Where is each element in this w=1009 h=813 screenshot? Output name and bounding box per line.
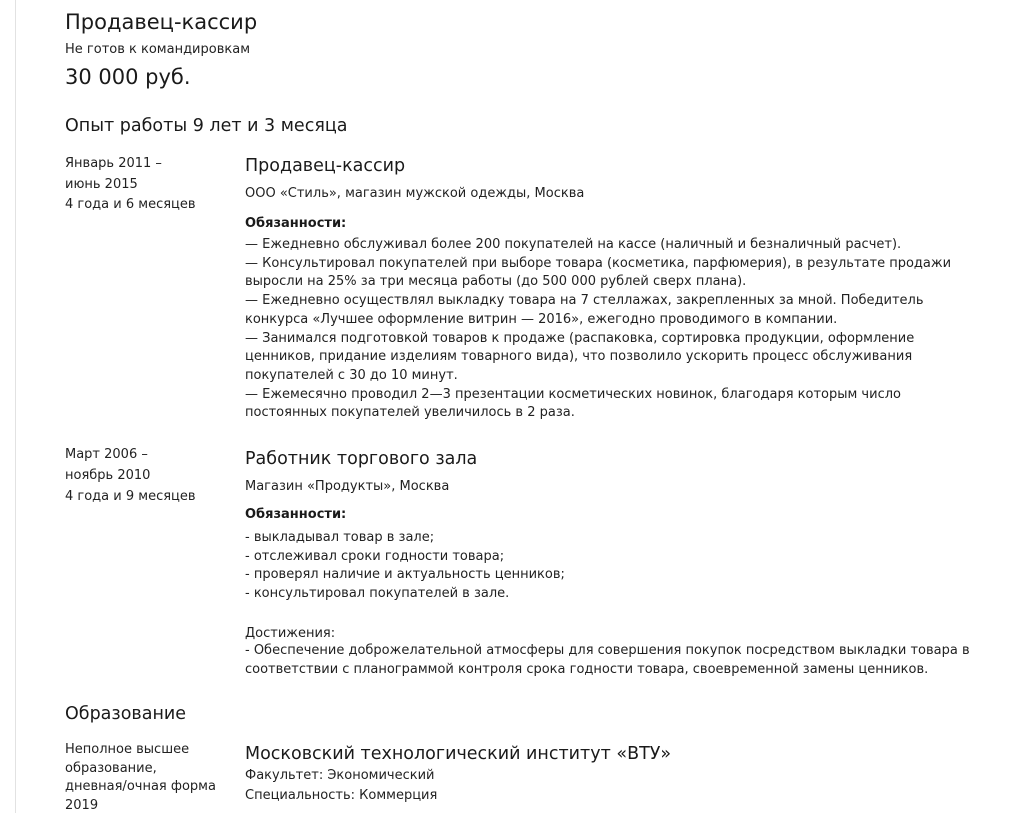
responsibility-line: постоянных покупателей увеличилось в 2 раза.	[245, 405, 575, 421]
responsibility-line: - консультировал покупателей в зале.	[245, 586, 510, 602]
job-2-position: Работник торгового зала	[245, 449, 478, 469]
experience-heading: Опыт работы 9 лет и 3 месяца	[65, 116, 348, 136]
job-2-dates	[65, 444, 150, 486]
responsibility-line: — Консультировал покупателей при выборе товара (косметика, парфюмерия), в результате продажи	[245, 255, 952, 271]
job-1-date-start: Январь 2011 –	[65, 156, 162, 171]
job-2-date-start: Март 2006 –	[65, 447, 148, 462]
responsibility-line: - проверял наличие и актуальность ценников;	[245, 567, 565, 583]
job-1-position: Продавец-кассир	[245, 156, 406, 176]
job-2-responsibilities-heading: Обязанности:	[245, 507, 347, 522]
education-level-line: Неполное высшее	[65, 742, 190, 757]
responsibility-line: выросли на 25% за три месяца работы (до 500 000 рублей сверх плана).	[245, 274, 747, 290]
resume-title: Продавец-кассир	[65, 10, 258, 34]
job-1-date-end: июнь 2015	[65, 177, 138, 192]
responsibility-line: конкурса «Лучшее оформление витрин — 2016», ежегодно проводимого в компании.	[245, 311, 838, 327]
responsibility-line: покупателей с 30 до 10 минут.	[245, 367, 458, 383]
achievement-line: соответствии с планограммой контроля срока годности товара, своевременной замены ценников.	[245, 661, 929, 677]
job-2-achievements	[245, 642, 970, 679]
job-2-achievements-heading: Достижения:	[245, 626, 336, 641]
travel-readiness: Не готов к командировкам	[65, 42, 251, 57]
left-border	[15, 0, 16, 813]
job-1-duration: 4 года и 6 месяцев	[65, 197, 196, 212]
education-level-line: 2019	[65, 798, 99, 813]
responsibility-line: - выкладывал товар в зале;	[245, 530, 435, 545]
salary: 30 000 руб.	[65, 65, 191, 89]
job-1-responsibilities-heading: Обязанности:	[245, 216, 347, 231]
achievement-line: - Обеспечение доброжелательной атмосферы для совершения покупок посредством выкладки товара в	[245, 643, 970, 658]
education-specialty: Специальность: Коммерция	[245, 788, 438, 803]
job-2-date-end: ноябрь 2010	[65, 468, 151, 483]
responsibility-line: — Ежедневно осуществлял выкладку товара на 7 стеллажах, закрепленных за мной. Победитель	[245, 293, 924, 309]
job-2-company: Магазин «Продукты», Москва	[245, 479, 450, 494]
job-1-dates	[65, 153, 162, 195]
job-2-responsibilities	[245, 529, 565, 604]
education-level	[65, 741, 216, 813]
job-2-duration: 4 года и 9 месяцев	[65, 489, 196, 504]
responsibility-line: ценников, придание изделиям товарного вида), что позволило ускорить процесс обслуживания	[245, 349, 913, 365]
education-institution: Московский технологический институт «ВТУ»	[245, 744, 672, 764]
education-faculty: Факультет: Экономический	[245, 768, 435, 783]
education-level-line: образование,	[65, 760, 157, 776]
responsibility-line: - отслеживал сроки годности товара;	[245, 548, 505, 564]
job-1-company: ООО «Стиль», магазин мужской одежды, Москва	[245, 186, 585, 201]
education-heading: Образование	[65, 704, 187, 724]
responsibility-line: — Ежедневно обслуживал более 200 покупателей на кассе (наличный и безналичный расчет).	[245, 237, 902, 252]
education-level-line: дневная/очная форма	[65, 779, 216, 795]
job-1-responsibilities	[245, 236, 951, 423]
responsibility-line: — Занимался подготовкой товаров к продаже (распаковка, сортировка продукции, оформление	[245, 330, 915, 346]
responsibility-line: — Ежемесячно проводил 2—3 презентации косметических новинок, благодаря которым число	[245, 386, 901, 402]
